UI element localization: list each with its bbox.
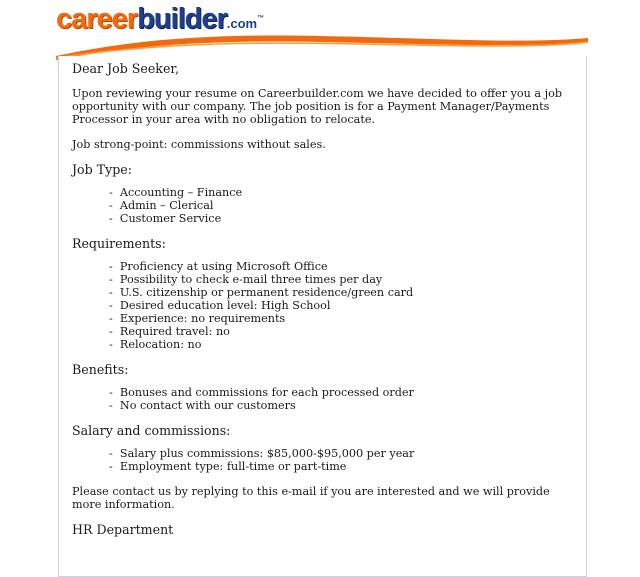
requirements-heading: Requirements:	[72, 236, 166, 251]
email-header	[0, 0, 640, 58]
list-item: - Relocation: no	[109, 338, 572, 351]
list-item: - Experience: no requirements	[109, 312, 572, 325]
logo-builder: builder	[137, 3, 227, 35]
email-content	[72, 62, 572, 536]
logo-career: career	[56, 3, 138, 35]
list-item: - Possibility to check e-mail three times per day	[109, 273, 572, 286]
list-item: - U.S. citizenship or permanent residence/green card	[109, 286, 572, 299]
logo-dotcom: .com	[226, 16, 258, 31]
intro-paragraph: Upon reviewing your resume on Careerbuilder.com we have decided to offer you a job opportunity with our company. The job position is for a Payment Manager/Payments Processor in your area with no obligation to relocate.	[72, 87, 562, 126]
list-item: - Proficiency at using Microsoft Office	[109, 260, 572, 273]
list-item: - Customer Service	[109, 212, 572, 225]
salary-heading: Salary and commissions:	[72, 423, 231, 438]
job-type-list	[72, 186, 572, 225]
closing-paragraph: Please contact us by replying to this e-mail if you are interested and we will provide more information.	[72, 485, 550, 511]
signature: HR Department	[72, 522, 174, 537]
list-item: - Bonuses and commissions for each processed order	[109, 386, 572, 399]
list-item: - Salary plus commissions: $85,000-$95,000 per year	[109, 447, 572, 460]
benefits-list	[72, 386, 572, 412]
job-type-heading: Job Type:	[72, 162, 132, 177]
logo-trademark: ™	[257, 15, 265, 22]
salary-list	[72, 447, 572, 473]
list-item: - No contact with our customers	[109, 399, 572, 412]
list-item: - Employment type: full-time or part-time	[109, 460, 572, 473]
requirements-list	[72, 260, 572, 351]
greeting: Dear Job Seeker,	[72, 61, 180, 76]
strong-point: Job strong-point: commissions without sales.	[72, 138, 326, 151]
benefits-heading: Benefits:	[72, 362, 129, 377]
list-item: - Required travel: no	[109, 325, 572, 338]
list-item: - Accounting – Finance	[109, 186, 572, 199]
list-item: - Desired education level: High School	[109, 299, 572, 312]
list-item: - Admin – Clerical	[109, 199, 572, 212]
